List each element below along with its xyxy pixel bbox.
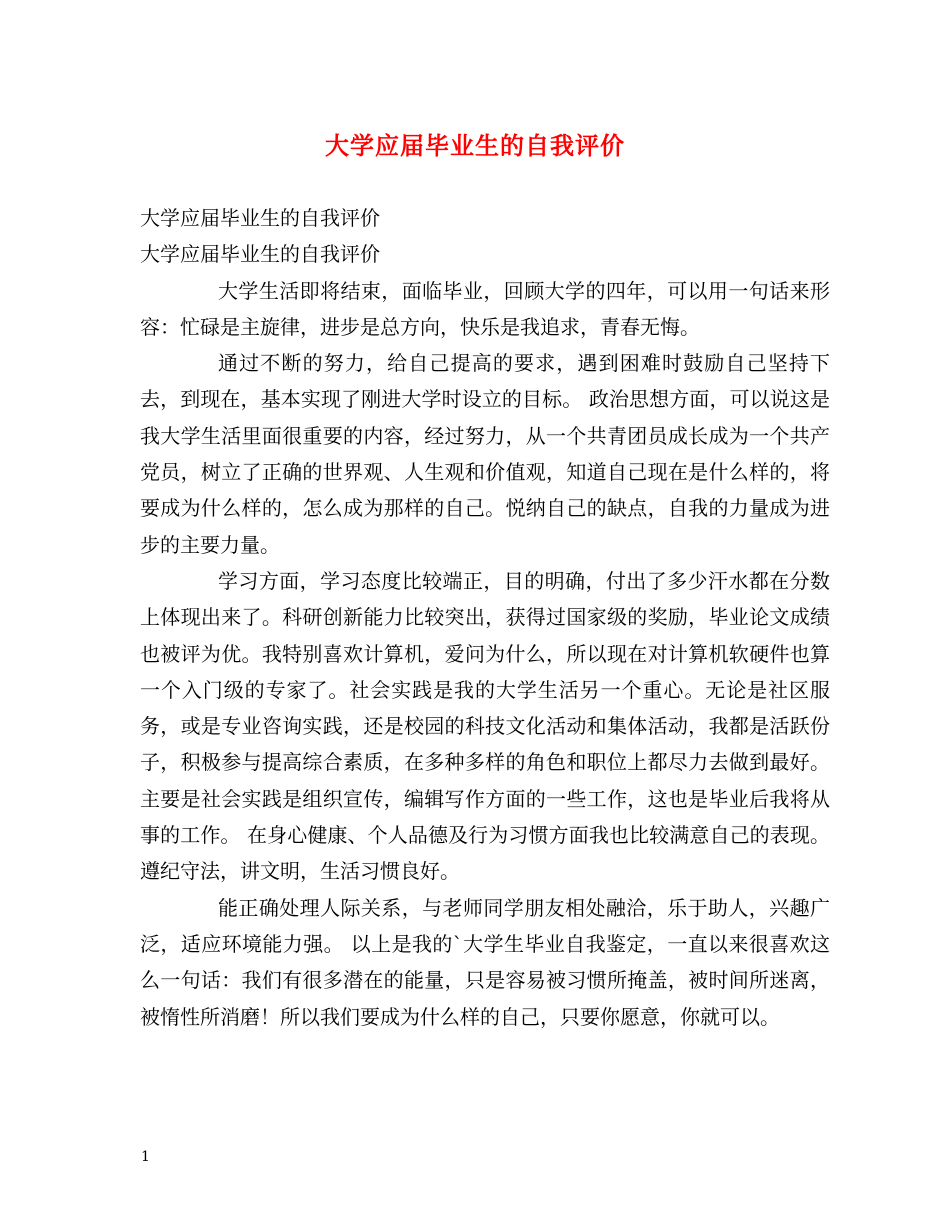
paragraph: 通过不断的努力，给自己提高的要求，遇到困难时鼓励自己坚持下去，到现在，基本实现了刚进大学时设立的目标。 政治思想方面，可以说这是我大学生活里面很重要的内容，经过努力，从一个共青团员成长成为一个共产党员，树立了正确的世界观、人生观和价值观，知道自己现在是什么样的，将要成为什么样的，怎么成为那样的自己。悦纳自己的缺点，自我的力量成为进步的主要力量。 — [140, 351, 830, 557]
heading-line: 大学应届毕业生的自我评价 — [140, 242, 380, 267]
paragraph: 能正确处理人际关系，与老师同学朋友相处融洽，乐于助人，兴趣广泛，适应环境能力强。 以上是我的`大学生毕业自我鉴定，一直以来很喜欢这么一句话：我们有很多潜在的能量，只是容易被习惯所掩盖，被时间所迷离，被惰性所消磨！所以我们要成为什么样的自己，只要你愿意，你就可以。 — [140, 895, 830, 1029]
paragraph: 学习方面，学习态度比较端正，目的明确，付出了多少汗水都在分数上体现出来了。科研创新能力比较突出，获得过国家级的奖励，毕业论文成绩也被评为优。我特别喜欢计算机，爱问为什么，所以现在对计算机软硬件也算一个入门级的专家了。社会实践是我的大学生活另一个重心。无论是社区服务，或是专业咨询实践，还是校园的科技文化活动和集体活动，我都是活跃份子，积极参与提高综合素质，在多种多样的角色和职位上都尽力去做到最好。主要是社会实践是组织宣传，编辑写作方面的一些工作，这也是毕业后我将从事的工作。 在身心健康、个人品德及行为习惯方面我也比较满意自己的表现。遵纪守法，讲文明，生活习惯良好。 — [140, 568, 830, 884]
paragraph: 大学生活即将结束，面临毕业，回顾大学的四年，可以用一句话来形容：忙碌是主旋律，进步是总方向，快乐是我追求，青春无悔。 — [140, 278, 830, 339]
document-title: 大学应届毕业生的自我评价 — [325, 131, 625, 160]
heading-line: 大学应届毕业生的自我评价 — [140, 206, 380, 230]
page-number: 1 — [141, 1149, 150, 1165]
document-body — [140, 200, 830, 1035]
